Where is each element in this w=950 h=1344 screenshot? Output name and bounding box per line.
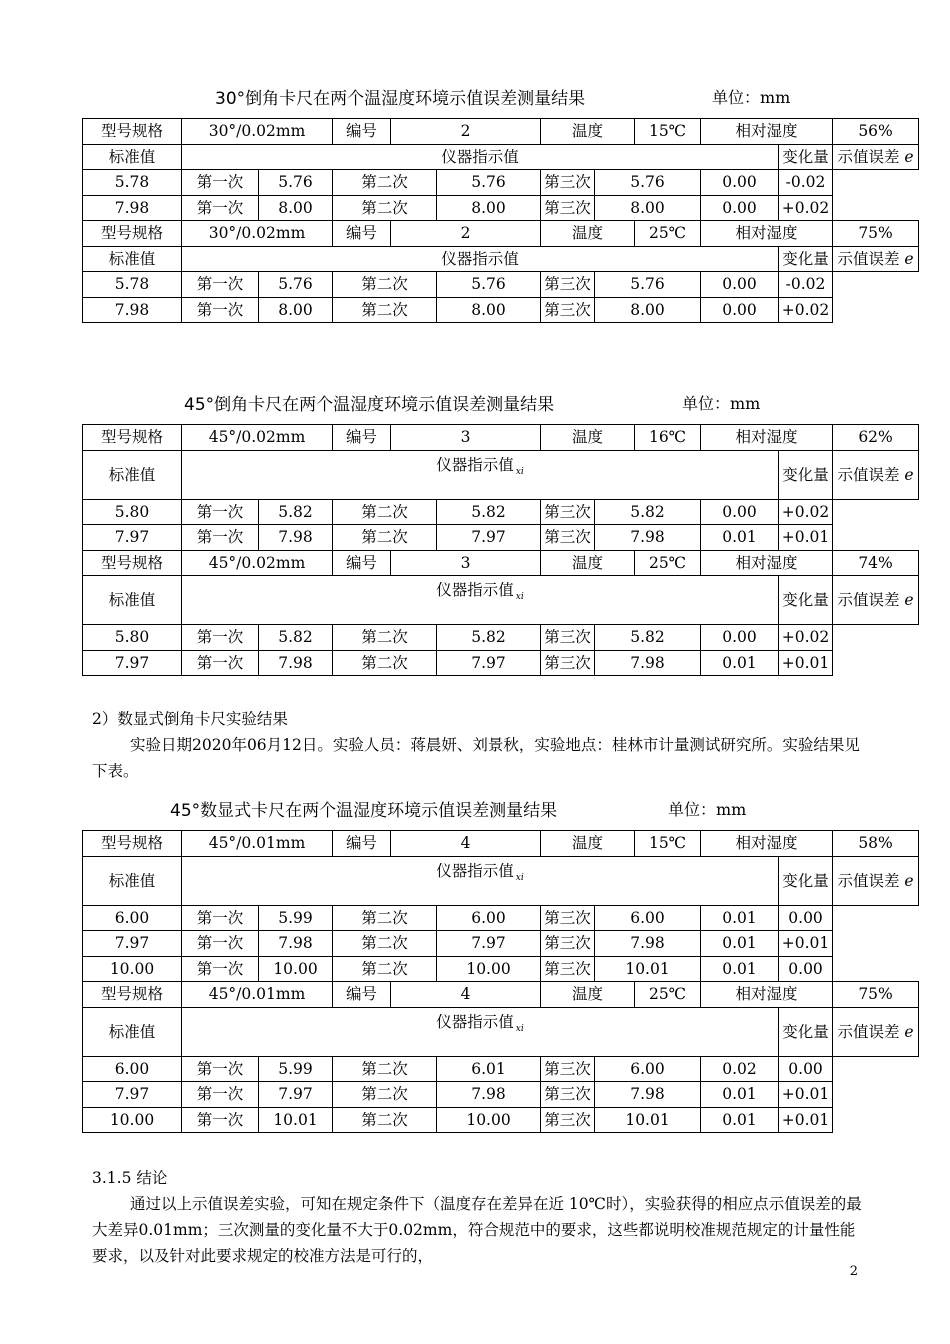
reading-1-label: 第一次 <box>182 650 259 676</box>
std-value: 10.00 <box>83 956 182 982</box>
reading-1-value: 5.99 <box>259 1056 333 1082</box>
reading-1-value: 8.00 <box>259 297 333 323</box>
temp-label: 温度 <box>541 982 635 1008</box>
header-row <box>83 1007 919 1056</box>
error-label: 示值误差 <box>837 871 900 890</box>
reading-3-value: 6.00 <box>595 905 701 931</box>
indication-label: 仪器指示值 <box>436 581 514 599</box>
temp-value: 25℃ <box>635 982 701 1008</box>
spec-row <box>83 119 919 145</box>
reading-3-value: 7.98 <box>595 1082 701 1108</box>
table-row <box>83 170 919 196</box>
xi-symbol: xi <box>515 872 524 883</box>
reading-2-label: 第二次 <box>333 650 437 676</box>
change-value: 0.00 <box>701 195 779 221</box>
number-label: 编号 <box>333 119 391 145</box>
humidity-value: 75% <box>833 221 919 247</box>
spec-label: 型号规格 <box>83 550 182 576</box>
reading-2-label: 第二次 <box>333 625 437 651</box>
page-number: 2 <box>849 1264 858 1279</box>
reading-1-label: 第一次 <box>182 525 259 551</box>
reading-2-value: 10.00 <box>437 956 541 982</box>
std-value: 7.98 <box>83 195 182 221</box>
reading-3-value: 6.00 <box>595 1056 701 1082</box>
humidity-label: 相对湿度 <box>701 982 833 1008</box>
spec-row <box>83 982 919 1008</box>
conclusion-heading: 3.1.5 结论 <box>92 1169 168 1187</box>
reading-3-value: 7.98 <box>595 525 701 551</box>
std-label: 标准值 <box>83 246 182 272</box>
reading-2-value: 5.82 <box>437 625 541 651</box>
spec-label: 型号规格 <box>83 221 182 247</box>
number-value: 4 <box>391 982 541 1008</box>
humidity-value: 74% <box>833 550 919 576</box>
table2-caption: 45°倒角卡尺在两个温湿度环境示值误差测量结果 <box>184 395 555 415</box>
change-label: 变化量 <box>779 144 833 170</box>
sec2-body: 实验日期2020年06月12日。实验人员：蒋晨妍、刘景秋，实验地点：桂林市计量测试研究所。实验结果见下表。 <box>92 736 860 780</box>
reading-2-value: 7.97 <box>437 650 541 676</box>
change-value: 0.01 <box>701 956 779 982</box>
reading-3-value: 10.01 <box>595 1107 701 1133</box>
table-row <box>83 1056 919 1082</box>
temp-label: 温度 <box>541 119 635 145</box>
std-value: 6.00 <box>83 1056 182 1082</box>
humidity-value: 75% <box>833 982 919 1008</box>
xi-symbol: xi <box>515 592 524 602</box>
std-value: 7.97 <box>83 931 182 957</box>
change-value: 0.02 <box>701 1056 779 1082</box>
std-label: 标准值 <box>83 576 182 625</box>
error-value: 0.00 <box>779 905 833 931</box>
humidity-value: 58% <box>833 831 919 857</box>
humidity-label: 相对湿度 <box>701 550 833 576</box>
xi-symbol: xi <box>515 466 524 477</box>
temp-value: 15℃ <box>635 119 701 145</box>
reading-3-label: 第三次 <box>541 931 595 957</box>
error-value: -0.02 <box>779 272 833 298</box>
humidity-label: 相对湿度 <box>701 221 833 247</box>
reading-3-value: 5.76 <box>595 170 701 196</box>
table2-unit: 单位：mm <box>682 394 761 413</box>
change-label: 变化量 <box>779 856 833 905</box>
indication-label-wrap <box>182 453 778 484</box>
std-value: 7.97 <box>83 650 182 676</box>
reading-2-value: 8.00 <box>437 195 541 221</box>
table3-unit: 单位：mm <box>668 800 747 819</box>
std-value: 5.80 <box>83 499 182 525</box>
temp-value: 25℃ <box>635 221 701 247</box>
std-value: 10.00 <box>83 1107 182 1133</box>
change-value: 0.01 <box>701 650 779 676</box>
table-row <box>83 499 919 525</box>
indication-header <box>182 1007 779 1056</box>
std-value: 5.78 <box>83 170 182 196</box>
indication-label-wrap <box>182 1010 778 1041</box>
indication-label: 仪器指示值 <box>441 249 519 268</box>
error-label: 示值误差 <box>837 249 900 268</box>
reading-1-value: 10.01 <box>259 1107 333 1133</box>
number-label: 编号 <box>333 425 391 451</box>
reading-2-label: 第二次 <box>333 525 437 551</box>
xi-symbol: xi <box>515 1023 524 1034</box>
reading-2-value: 5.76 <box>437 272 541 298</box>
indication-label: 仪器指示值 <box>436 1012 514 1031</box>
reading-1-value: 7.98 <box>259 525 333 551</box>
reading-3-label: 第三次 <box>541 1082 595 1108</box>
error-symbol: e <box>904 465 914 484</box>
reading-2-label: 第二次 <box>333 170 437 196</box>
number-label: 编号 <box>333 221 391 247</box>
reading-3-value: 10.01 <box>595 956 701 982</box>
error-label-cell <box>833 144 919 170</box>
indication-label: 仪器指示值 <box>436 861 514 880</box>
temp-label: 温度 <box>541 425 635 451</box>
error-value: 0.00 <box>779 956 833 982</box>
error-value: +0.02 <box>779 297 833 323</box>
reading-3-value: 8.00 <box>595 195 701 221</box>
reading-3-label: 第三次 <box>541 170 595 196</box>
change-value: 0.00 <box>701 272 779 298</box>
humidity-label: 相对湿度 <box>701 831 833 857</box>
reading-1-label: 第一次 <box>182 956 259 982</box>
reading-3-value: 5.82 <box>595 625 701 651</box>
table2 <box>82 424 919 676</box>
reading-2-value: 6.00 <box>437 905 541 931</box>
error-value: +0.01 <box>779 1107 833 1133</box>
spec-value: 45°/0.02mm <box>182 550 333 576</box>
table1-caption: 30°倒角卡尺在两个温湿度环境示值误差测量结果 <box>215 89 586 109</box>
indication-label: 仪器指示值 <box>436 455 514 474</box>
reading-2-label: 第二次 <box>333 499 437 525</box>
reading-1-label: 第一次 <box>182 170 259 196</box>
std-label: 标准值 <box>83 1007 182 1056</box>
reading-2-label: 第二次 <box>333 195 437 221</box>
error-symbol: e <box>904 147 914 166</box>
std-label: 标准值 <box>83 856 182 905</box>
number-value: 2 <box>391 221 541 247</box>
error-label: 示值误差 <box>837 147 900 166</box>
indication-header <box>182 144 779 170</box>
reading-3-label: 第三次 <box>541 625 595 651</box>
reading-3-label: 第三次 <box>541 956 595 982</box>
reading-3-value: 5.76 <box>595 272 701 298</box>
reading-2-label: 第二次 <box>333 1082 437 1108</box>
conclusion-body: 通过以上示值误差实验，可知在规定条件下（温度存在差异在近 10℃时），实验获得的相应点示值误差的最大差异0.01mm；三次测量的变化量不大于0.02mm，符合规范中的要求，这些都说明校准规范规定的计量性能要求，以及针对此要求规定的校准方法是可行的， <box>92 1195 862 1265</box>
table-row <box>83 272 919 298</box>
reading-1-value: 7.97 <box>259 1082 333 1108</box>
error-symbol: e <box>904 1022 914 1041</box>
change-label: 变化量 <box>779 1007 833 1056</box>
number-value: 2 <box>391 119 541 145</box>
table-row <box>83 297 919 323</box>
temp-label: 温度 <box>541 550 635 576</box>
reading-1-label: 第一次 <box>182 1056 259 1082</box>
error-label-cell <box>833 246 919 272</box>
reading-3-label: 第三次 <box>541 499 595 525</box>
change-label: 变化量 <box>779 576 833 625</box>
error-symbol: e <box>904 249 914 268</box>
reading-1-label: 第一次 <box>182 1082 259 1108</box>
indication-label-wrap <box>182 578 778 609</box>
error-value: +0.02 <box>779 195 833 221</box>
error-value: +0.01 <box>779 650 833 676</box>
error-label: 示值误差 <box>837 591 900 609</box>
spec-value: 45°/0.01mm <box>182 982 333 1008</box>
change-label: 变化量 <box>779 450 833 499</box>
reading-3-label: 第三次 <box>541 1107 595 1133</box>
reading-3-value: 7.98 <box>595 931 701 957</box>
std-value: 7.97 <box>83 1082 182 1108</box>
reading-1-label: 第一次 <box>182 272 259 298</box>
spec-row <box>83 221 919 247</box>
number-label: 编号 <box>333 550 391 576</box>
reading-1-value: 7.98 <box>259 931 333 957</box>
change-value: 0.01 <box>701 905 779 931</box>
number-value: 3 <box>391 425 541 451</box>
reading-2-label: 第二次 <box>333 1056 437 1082</box>
reading-1-value: 5.76 <box>259 170 333 196</box>
table3-caption: 45°数显式卡尺在两个温湿度环境示值误差测量结果 <box>170 801 558 821</box>
number-label: 编号 <box>333 982 391 1008</box>
spec-value: 30°/0.02mm <box>182 119 333 145</box>
reading-2-label: 第二次 <box>333 956 437 982</box>
table-row <box>83 625 919 651</box>
error-label-cell <box>833 450 919 499</box>
table-row <box>83 931 919 957</box>
reading-2-value: 7.98 <box>437 1082 541 1108</box>
reading-1-value: 7.98 <box>259 650 333 676</box>
error-value: +0.02 <box>779 499 833 525</box>
std-label: 标准值 <box>83 450 182 499</box>
table-row <box>83 956 919 982</box>
error-label: 示值误差 <box>837 1022 900 1041</box>
change-value: 0.00 <box>701 499 779 525</box>
humidity-value: 62% <box>833 425 919 451</box>
error-value: -0.02 <box>779 170 833 196</box>
error-label-cell <box>833 576 919 625</box>
error-value: +0.01 <box>779 1082 833 1108</box>
change-value: 0.01 <box>701 1107 779 1133</box>
temp-value: 16℃ <box>635 425 701 451</box>
error-value: +0.01 <box>779 525 833 551</box>
change-value: 0.00 <box>701 297 779 323</box>
reading-1-label: 第一次 <box>182 931 259 957</box>
reading-1-value: 5.76 <box>259 272 333 298</box>
indication-header <box>182 856 779 905</box>
reading-2-value: 5.82 <box>437 499 541 525</box>
number-value: 3 <box>391 550 541 576</box>
std-value: 7.97 <box>83 525 182 551</box>
reading-3-label: 第三次 <box>541 272 595 298</box>
temp-label: 温度 <box>541 221 635 247</box>
change-label: 变化量 <box>779 246 833 272</box>
header-row <box>83 246 919 272</box>
reading-2-label: 第二次 <box>333 905 437 931</box>
indication-header <box>182 576 779 625</box>
temp-value: 15℃ <box>635 831 701 857</box>
spec-row <box>83 550 919 576</box>
std-value: 7.98 <box>83 297 182 323</box>
reading-3-value: 7.98 <box>595 650 701 676</box>
sec2-heading: 2）数显式倒角卡尺实验结果 <box>92 710 288 728</box>
reading-3-value: 5.82 <box>595 499 701 525</box>
table1-unit: 单位：mm <box>712 88 791 107</box>
reading-1-label: 第一次 <box>182 297 259 323</box>
std-value: 5.78 <box>83 272 182 298</box>
spec-value: 45°/0.02mm <box>182 425 333 451</box>
error-label-cell <box>833 1007 919 1056</box>
spec-label: 型号规格 <box>83 425 182 451</box>
header-row <box>83 856 919 905</box>
table-row <box>83 195 919 221</box>
reading-3-label: 第三次 <box>541 195 595 221</box>
reading-1-value: 5.82 <box>259 499 333 525</box>
spec-label: 型号规格 <box>83 982 182 1008</box>
spec-value: 45°/0.01mm <box>182 831 333 857</box>
error-value: 0.00 <box>779 1056 833 1082</box>
indication-label: 仪器指示值 <box>441 147 519 166</box>
humidity-label: 相对湿度 <box>701 119 833 145</box>
table-row <box>83 525 919 551</box>
error-value: +0.02 <box>779 625 833 651</box>
std-value: 5.80 <box>83 625 182 651</box>
reading-2-value: 5.76 <box>437 170 541 196</box>
number-value: 4 <box>391 831 541 857</box>
reading-3-label: 第三次 <box>541 1056 595 1082</box>
reading-1-label: 第一次 <box>182 195 259 221</box>
reading-3-label: 第三次 <box>541 650 595 676</box>
humidity-label: 相对湿度 <box>701 425 833 451</box>
reading-1-label: 第一次 <box>182 499 259 525</box>
spec-label: 型号规格 <box>83 831 182 857</box>
spec-value: 30°/0.02mm <box>182 221 333 247</box>
error-label: 示值误差 <box>837 465 900 484</box>
reading-1-label: 第一次 <box>182 625 259 651</box>
change-value: 0.00 <box>701 170 779 196</box>
indication-label-wrap <box>182 859 778 890</box>
error-label-cell <box>833 856 919 905</box>
error-value: +0.01 <box>779 931 833 957</box>
table3 <box>82 830 919 1133</box>
reading-2-label: 第二次 <box>333 1107 437 1133</box>
indication-header <box>182 246 779 272</box>
reading-3-label: 第三次 <box>541 297 595 323</box>
change-value: 0.01 <box>701 931 779 957</box>
humidity-value: 56% <box>833 119 919 145</box>
error-symbol: e <box>904 591 914 609</box>
header-row <box>83 144 919 170</box>
reading-1-value: 10.00 <box>259 956 333 982</box>
header-row <box>83 576 919 625</box>
reading-1-value: 5.99 <box>259 905 333 931</box>
table-row <box>83 905 919 931</box>
spec-label: 型号规格 <box>83 119 182 145</box>
table-row <box>83 650 919 676</box>
table-row <box>83 1082 919 1108</box>
reading-2-label: 第二次 <box>333 297 437 323</box>
change-value: 0.01 <box>701 1082 779 1108</box>
number-label: 编号 <box>333 831 391 857</box>
reading-2-label: 第二次 <box>333 931 437 957</box>
error-symbol: e <box>904 871 914 890</box>
reading-2-value: 7.97 <box>437 931 541 957</box>
table1 <box>82 118 919 323</box>
reading-2-value: 10.00 <box>437 1107 541 1133</box>
reading-2-value: 6.01 <box>437 1056 541 1082</box>
indication-header <box>182 450 779 499</box>
reading-1-label: 第一次 <box>182 1107 259 1133</box>
reading-1-value: 5.82 <box>259 625 333 651</box>
reading-2-value: 8.00 <box>437 297 541 323</box>
reading-2-label: 第二次 <box>333 272 437 298</box>
reading-2-value: 7.97 <box>437 525 541 551</box>
reading-1-value: 8.00 <box>259 195 333 221</box>
temp-label: 温度 <box>541 831 635 857</box>
table-row <box>83 1107 919 1133</box>
reading-3-value: 8.00 <box>595 297 701 323</box>
change-value: 0.01 <box>701 525 779 551</box>
reading-1-label: 第一次 <box>182 905 259 931</box>
temp-value: 25℃ <box>635 550 701 576</box>
spec-row <box>83 425 919 451</box>
reading-3-label: 第三次 <box>541 905 595 931</box>
reading-3-label: 第三次 <box>541 525 595 551</box>
change-value: 0.00 <box>701 625 779 651</box>
std-label: 标准值 <box>83 144 182 170</box>
spec-row <box>83 831 919 857</box>
std-value: 6.00 <box>83 905 182 931</box>
header-row <box>83 450 919 499</box>
